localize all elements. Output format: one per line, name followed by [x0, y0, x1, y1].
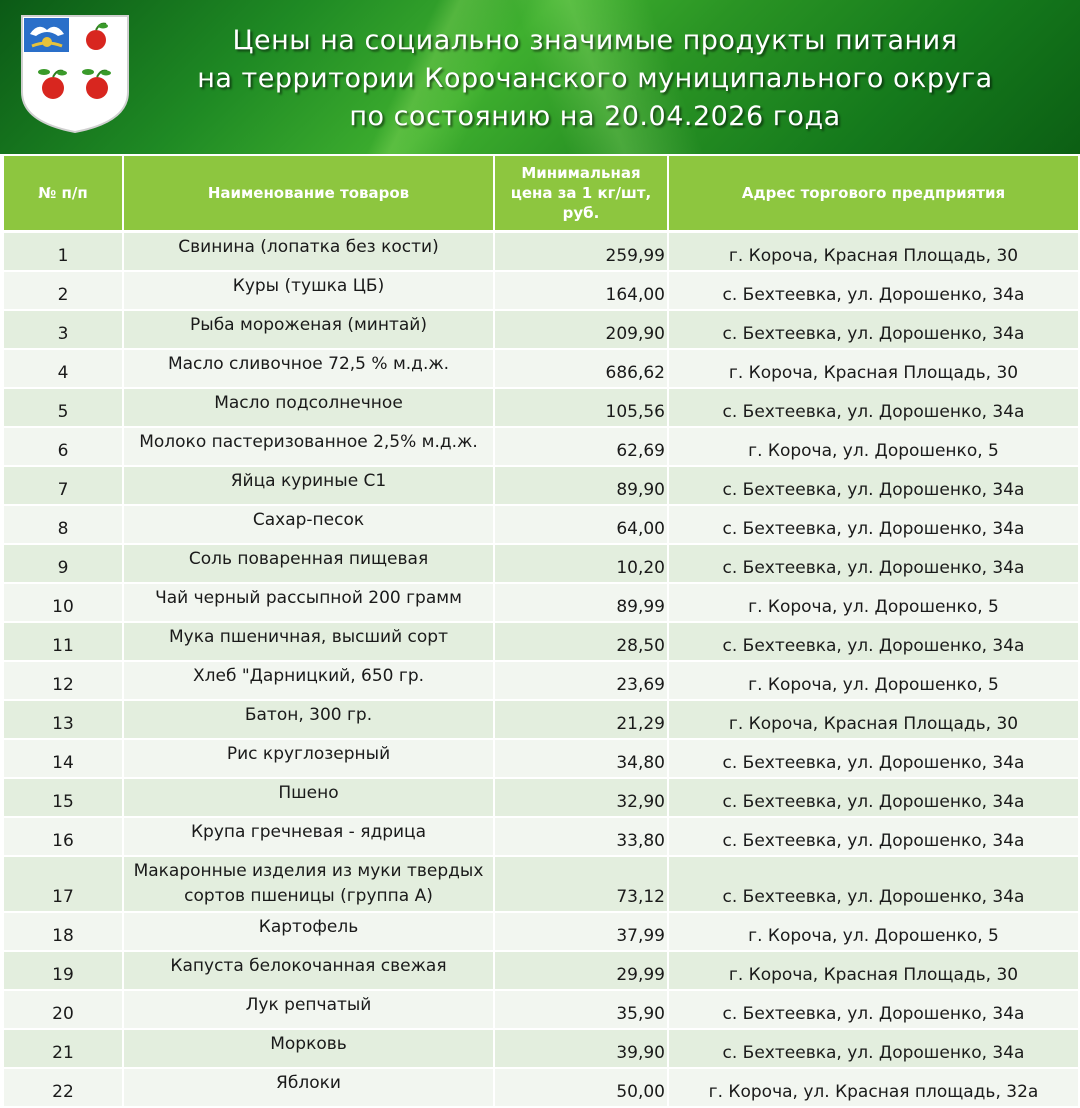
- row-number: 1: [4, 232, 123, 272]
- product-name: Яйца куриные С1: [123, 466, 494, 505]
- table-row: [4, 778, 1078, 817]
- row-number: 18: [4, 912, 123, 951]
- store-address: г. Короча, Красная Площадь, 30: [668, 349, 1078, 388]
- page-title: [150, 22, 1040, 136]
- row-number: 20: [4, 990, 123, 1029]
- table-row: [4, 388, 1078, 427]
- table-row: [4, 583, 1078, 622]
- price-value: 23,69: [494, 661, 668, 700]
- product-name: Капуста белокочанная свежая: [123, 951, 494, 990]
- table-row: [4, 427, 1078, 466]
- store-address: с. Бехтеевка, ул. Дорошенко, 34а: [668, 778, 1078, 817]
- product-name: Молоко пастеризованное 2,5% м.д.ж.: [123, 427, 494, 466]
- table-row: [4, 1068, 1078, 1107]
- price-value: 62,69: [494, 427, 668, 466]
- product-name: Рыба мороженая (минтай): [123, 310, 494, 349]
- price-value: 64,00: [494, 505, 668, 544]
- store-address: г. Короча, ул. Дорошенко, 5: [668, 661, 1078, 700]
- table-row: [4, 349, 1078, 388]
- table-row: [4, 1029, 1078, 1068]
- store-address: г. Короча, ул. Красная площадь, 32а: [668, 1068, 1078, 1107]
- store-address: с. Бехтеевка, ул. Дорошенко, 34а: [668, 1029, 1078, 1068]
- title-line-2: на территории Корочанского муниципального округа: [197, 63, 993, 94]
- price-value: 32,90: [494, 778, 668, 817]
- store-address: с. Бехтеевка, ул. Дорошенко, 34а: [668, 271, 1078, 310]
- row-number: 9: [4, 544, 123, 583]
- price-value: 105,56: [494, 388, 668, 427]
- store-address: г. Короча, ул. Дорошенко, 5: [668, 427, 1078, 466]
- store-address: с. Бехтеевка, ул. Дорошенко, 34а: [668, 310, 1078, 349]
- table-row: [4, 466, 1078, 505]
- row-number: 19: [4, 951, 123, 990]
- price-value: 89,99: [494, 583, 668, 622]
- store-address: с. Бехтеевка, ул. Дорошенко, 34а: [668, 739, 1078, 778]
- store-address: г. Короча, Красная Площадь, 30: [668, 951, 1078, 990]
- store-address: с. Бехтеевка, ул. Дорошенко, 34а: [668, 622, 1078, 661]
- table-row: [4, 700, 1078, 739]
- table-row: [4, 856, 1078, 912]
- product-name: Макаронные изделия из муки твердых сортов пшеницы (группа А): [123, 856, 494, 912]
- store-address: г. Короча, Красная Площадь, 30: [668, 232, 1078, 272]
- product-name: Пшено: [123, 778, 494, 817]
- table-row: [4, 544, 1078, 583]
- table-row: [4, 271, 1078, 310]
- row-number: 22: [4, 1068, 123, 1107]
- row-number: 4: [4, 349, 123, 388]
- price-value: 50,00: [494, 1068, 668, 1107]
- row-number: 16: [4, 817, 123, 856]
- row-number: 10: [4, 583, 123, 622]
- column-header-num: № п/п: [4, 156, 123, 232]
- row-number: 11: [4, 622, 123, 661]
- column-header-address: Адрес торгового предприятия: [668, 156, 1078, 232]
- price-value: 259,99: [494, 232, 668, 272]
- title-line-3: по состоянию на 20.04.2026 года: [349, 101, 841, 132]
- row-number: 2: [4, 271, 123, 310]
- table-row: [4, 505, 1078, 544]
- store-address: с. Бехтеевка, ул. Дорошенко, 34а: [668, 856, 1078, 912]
- product-name: Морковь: [123, 1029, 494, 1068]
- store-address: с. Бехтеевка, ул. Дорошенко, 34а: [668, 817, 1078, 856]
- table-header-row: [4, 156, 1078, 232]
- product-name: Батон, 300 гр.: [123, 700, 494, 739]
- table-row: [4, 817, 1078, 856]
- table-row: [4, 739, 1078, 778]
- product-name: Масло сливочное 72,5 % м.д.ж.: [123, 349, 494, 388]
- row-number: 15: [4, 778, 123, 817]
- table-row: [4, 912, 1078, 951]
- row-number: 17: [4, 856, 123, 912]
- price-value: 29,99: [494, 951, 668, 990]
- price-value: 37,99: [494, 912, 668, 951]
- row-number: 7: [4, 466, 123, 505]
- store-address: г. Короча, Красная Площадь, 30: [668, 700, 1078, 739]
- store-address: с. Бехтеевка, ул. Дорошенко, 34а: [668, 388, 1078, 427]
- price-value: 39,90: [494, 1029, 668, 1068]
- price-value: 209,90: [494, 310, 668, 349]
- price-value: 164,00: [494, 271, 668, 310]
- column-header-price: Минимальная цена за 1 кг/шт, руб.: [494, 156, 668, 232]
- table-row: [4, 232, 1078, 272]
- store-address: г. Короча, ул. Дорошенко, 5: [668, 583, 1078, 622]
- product-name: Крупа гречневая - ядрица: [123, 817, 494, 856]
- header-banner: [0, 0, 1080, 154]
- price-value: 686,62: [494, 349, 668, 388]
- store-address: с. Бехтеевка, ул. Дорошенко, 34а: [668, 544, 1078, 583]
- store-address: с. Бехтеевка, ул. Дорошенко, 34а: [668, 990, 1078, 1029]
- row-number: 12: [4, 661, 123, 700]
- product-name: Соль поваренная пищевая: [123, 544, 494, 583]
- product-name: Куры (тушка ЦБ): [123, 271, 494, 310]
- row-number: 6: [4, 427, 123, 466]
- product-name: Яблоки: [123, 1068, 494, 1107]
- table-row: [4, 661, 1078, 700]
- product-name: Масло подсолнечное: [123, 388, 494, 427]
- price-value: 73,12: [494, 856, 668, 912]
- table-row: [4, 622, 1078, 661]
- row-number: 13: [4, 700, 123, 739]
- table-row: [4, 951, 1078, 990]
- store-address: с. Бехтеевка, ул. Дорошенко, 34а: [668, 466, 1078, 505]
- product-name: Чай черный рассыпной 200 грамм: [123, 583, 494, 622]
- product-name: Лук репчатый: [123, 990, 494, 1029]
- store-address: г. Короча, ул. Дорошенко, 5: [668, 912, 1078, 951]
- product-name: Картофель: [123, 912, 494, 951]
- price-value: 21,29: [494, 700, 668, 739]
- price-value: 89,90: [494, 466, 668, 505]
- price-value: 33,80: [494, 817, 668, 856]
- column-header-name: Наименование товаров: [123, 156, 494, 232]
- product-name: Рис круглозерный: [123, 739, 494, 778]
- product-name: Сахар-песок: [123, 505, 494, 544]
- row-number: 14: [4, 739, 123, 778]
- table-row: [4, 310, 1078, 349]
- coat-of-arms-icon: [20, 14, 130, 134]
- row-number: 8: [4, 505, 123, 544]
- product-name: Свинина (лопатка без кости): [123, 232, 494, 272]
- store-address: с. Бехтеевка, ул. Дорошенко, 34а: [668, 505, 1078, 544]
- price-value: 28,50: [494, 622, 668, 661]
- product-name: Мука пшеничная, высший сорт: [123, 622, 494, 661]
- row-number: 3: [4, 310, 123, 349]
- table-row: [4, 990, 1078, 1029]
- product-name: Хлеб "Дарницкий, 650 гр.: [123, 661, 494, 700]
- price-value: 34,80: [494, 739, 668, 778]
- price-value: 35,90: [494, 990, 668, 1029]
- price-value: 10,20: [494, 544, 668, 583]
- title-line-1: Цены на социально значимые продукты питания: [232, 25, 958, 56]
- row-number: 5: [4, 388, 123, 427]
- row-number: 21: [4, 1029, 123, 1068]
- price-table: [4, 156, 1078, 1108]
